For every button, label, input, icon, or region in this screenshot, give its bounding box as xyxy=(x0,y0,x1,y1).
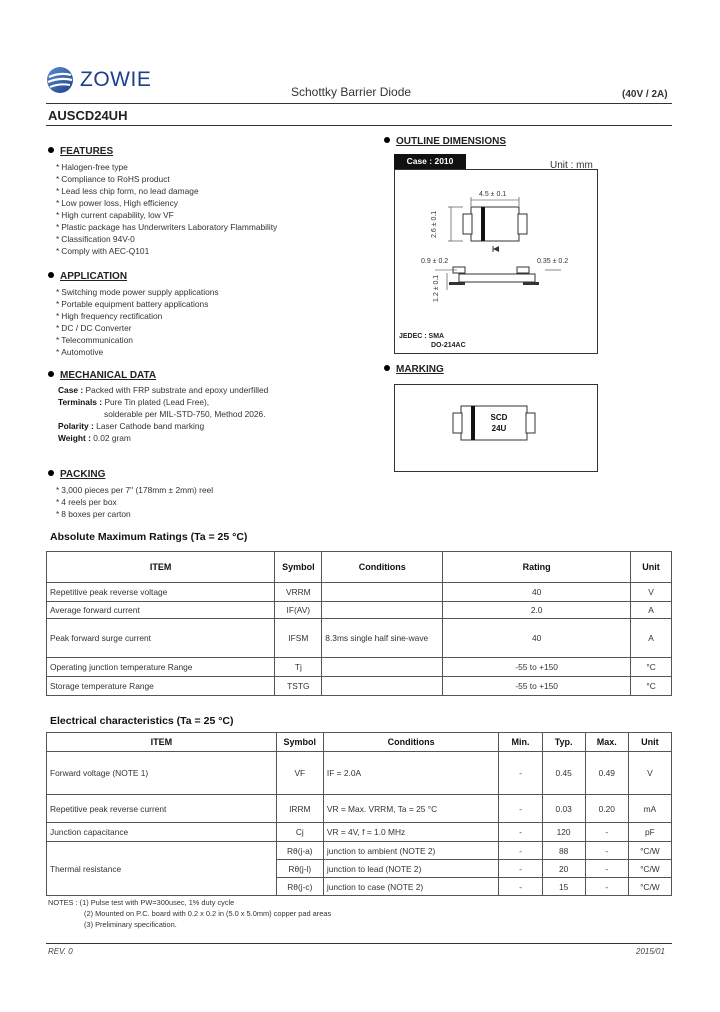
list-item: * Lead less chip form, no lead damage xyxy=(56,185,277,197)
list-item: * Low power loss, High efficiency xyxy=(56,197,277,209)
doc-type: Schottky Barrier Diode xyxy=(291,85,412,99)
list-item: * 8 boxes per carton xyxy=(56,508,213,520)
notes-line: (3) Preliminary specification. xyxy=(84,920,177,929)
cell-unit: A xyxy=(631,619,672,658)
cell-typ: 0.03 xyxy=(542,795,585,823)
cell-unit: °C/W xyxy=(628,860,671,878)
cell-cond: junction to case (NOTE 2) xyxy=(323,878,499,896)
rating-short: (40V / 2A) xyxy=(622,89,668,100)
dim-width: 2.6 ± 0.1 xyxy=(431,210,438,238)
header-rule-2 xyxy=(46,125,672,126)
outline-heading: OUTLINE DIMENSIONS xyxy=(384,136,506,147)
table-row xyxy=(47,583,672,602)
dim-pad: 0.9 ± 0.2 xyxy=(421,258,449,265)
bullet-dot-icon xyxy=(384,137,390,143)
table-row xyxy=(47,602,672,619)
cell-rating: 40 xyxy=(443,619,631,658)
table-row xyxy=(47,823,672,842)
col-header: Rating xyxy=(443,552,631,583)
col-header: Conditions xyxy=(322,552,443,583)
cell-cond xyxy=(322,602,443,619)
col-header: Max. xyxy=(585,733,628,752)
cell-unit: V xyxy=(628,752,671,795)
cell-cond: junction to lead (NOTE 2) xyxy=(323,860,499,878)
mech-row: solderable per MIL-STD-750, Method 2026. xyxy=(104,409,266,419)
cell-max: - xyxy=(585,878,628,896)
electrical-table xyxy=(46,732,672,896)
features-list xyxy=(56,161,277,257)
cell-unit: °C xyxy=(631,677,672,696)
header-rule xyxy=(46,103,672,104)
cell-unit: pF xyxy=(628,823,671,842)
cell-symbol: VF xyxy=(276,752,323,795)
packing-list xyxy=(56,484,213,520)
col-header: ITEM xyxy=(47,552,275,583)
cell-symbol: VRRM xyxy=(275,583,322,602)
table-header-row xyxy=(47,552,672,583)
dim-height: 1.2 ± 0.1 xyxy=(433,274,440,302)
bullet-dot-icon xyxy=(384,365,390,371)
list-item: * Automotive xyxy=(56,346,219,358)
bullet-dot-icon xyxy=(48,470,54,476)
cell-typ: 20 xyxy=(542,860,585,878)
list-item: * 3,000 pieces per 7" (178mm ± 2mm) reel xyxy=(56,484,213,496)
cell-symbol: Tj xyxy=(275,658,322,677)
cell-item: Operating junction temperature Range xyxy=(47,658,275,677)
cell-cond: junction to ambient (NOTE 2) xyxy=(323,842,499,860)
list-item: * High current capability, low VF xyxy=(56,209,277,221)
col-header: Typ. xyxy=(542,733,585,752)
cell-item: Average forward current xyxy=(47,602,275,619)
cell-item: Peak forward surge current xyxy=(47,619,275,658)
cell-symbol: Rθ(j-c) xyxy=(276,878,323,896)
mechanical-data xyxy=(58,384,268,444)
mech-row: Polarity : Laser Cathode band marking xyxy=(58,421,205,431)
mech-row: Weight : 0.02 gram xyxy=(58,433,131,443)
cell-min: - xyxy=(499,842,542,860)
cell-min: - xyxy=(499,860,542,878)
list-item: * Classification 94V-0 xyxy=(56,233,277,245)
brand-logo xyxy=(46,66,74,94)
cell-min: - xyxy=(499,795,542,823)
cell-item: Thermal resistance xyxy=(47,842,277,896)
cell-max: 0.49 xyxy=(585,752,628,795)
bullet-dot-icon xyxy=(48,147,54,153)
cell-unit: °C xyxy=(631,658,672,677)
marking-box xyxy=(394,384,598,472)
bullet-dot-icon xyxy=(48,371,54,377)
marking-line1: SCD xyxy=(490,413,508,422)
packing-heading: PACKING xyxy=(48,469,105,480)
notes-line: NOTES : (1) Pulse test with PW=300usec, 1% duty cycle xyxy=(48,898,235,907)
cell-item: Repetitive peak reverse current xyxy=(47,795,277,823)
table-row xyxy=(47,752,672,795)
abs-max-title: Absolute Maximum Ratings (Ta = 25 °C) xyxy=(50,531,248,543)
cell-item: Forward voltage (NOTE 1) xyxy=(47,752,277,795)
outline-diagram-box xyxy=(394,169,598,354)
cell-item: Storage temperature Range xyxy=(47,677,275,696)
notes-line: (2) Mounted on P.C. board with 0.2 x 0.2 in (5.0 x 5.0mm) copper pad areas xyxy=(84,909,332,918)
cell-symbol: IRRM xyxy=(276,795,323,823)
jedec-line2: DO-214AC xyxy=(431,342,466,349)
cell-symbol: IF(AV) xyxy=(275,602,322,619)
cell-rating: -55 to +150 xyxy=(443,677,631,696)
list-item: * Telecommunication xyxy=(56,334,219,346)
cell-cond xyxy=(322,677,443,696)
marking-heading: MARKING xyxy=(384,364,444,375)
list-item: * Compliance to RoHS product xyxy=(56,173,277,185)
case-label: Case : 2010 xyxy=(394,154,466,169)
col-header: Symbol xyxy=(275,552,322,583)
cell-unit: °C/W xyxy=(628,842,671,860)
cell-max: - xyxy=(585,842,628,860)
list-item: * Plastic package has Underwriters Laboratory Flammability xyxy=(56,221,277,233)
list-item: * High frequency rectification xyxy=(56,310,219,322)
list-item: * Switching mode power supply applications xyxy=(56,286,219,298)
cell-unit: A xyxy=(631,602,672,619)
electrical-title: Electrical characteristics (Ta = 25 °C) xyxy=(50,715,234,727)
application-heading: APPLICATION xyxy=(48,271,127,282)
footer-rule xyxy=(46,943,672,944)
cell-symbol: Rθ(j-a) xyxy=(276,842,323,860)
list-item: * Portable equipment battery applications xyxy=(56,298,219,310)
application-list xyxy=(56,286,219,358)
col-header: Conditions xyxy=(323,733,499,752)
cell-cond: VR = 4V, f = 1.0 MHz xyxy=(323,823,499,842)
cell-unit: °C/W xyxy=(628,878,671,896)
col-header: ITEM xyxy=(47,733,277,752)
cell-max: 0.20 xyxy=(585,795,628,823)
col-header: Min. xyxy=(499,733,542,752)
part-number: AUSCD24UH xyxy=(48,108,128,123)
table-row xyxy=(47,842,672,860)
table-row xyxy=(47,795,672,823)
table-row xyxy=(47,658,672,677)
cell-unit: V xyxy=(631,583,672,602)
issue-date: 2015/01 xyxy=(636,947,665,956)
abs-max-table xyxy=(46,551,672,696)
cell-typ: 120 xyxy=(542,823,585,842)
unit-label: Unit : mm xyxy=(550,160,593,171)
cell-typ: 88 xyxy=(542,842,585,860)
cell-symbol: IFSM xyxy=(275,619,322,658)
cell-max: - xyxy=(585,860,628,878)
cell-symbol: Rθ(j-l) xyxy=(276,860,323,878)
cell-unit: mA xyxy=(628,795,671,823)
dim-length: 4.5 ± 0.1 xyxy=(479,191,507,198)
mech-row: Terminals : Pure Tin plated (Lead Free), xyxy=(58,397,210,407)
cell-item: Junction capacitance xyxy=(47,823,277,842)
table-header-row xyxy=(47,733,672,752)
col-header: Symbol xyxy=(276,733,323,752)
list-item: * 4 reels per box xyxy=(56,496,213,508)
cell-rating: -55 to +150 xyxy=(443,658,631,677)
cell-min: - xyxy=(499,823,542,842)
dim-band: 0.35 ± 0.2 xyxy=(537,258,569,265)
brand-name: ZOWIE xyxy=(80,68,152,91)
jedec-line1: JEDEC : SMA xyxy=(399,333,445,340)
bullet-dot-icon xyxy=(48,272,54,278)
cell-cond: 8.3ms single half sine-wave xyxy=(322,619,443,658)
revision: REV. 0 xyxy=(48,947,73,956)
cell-rating: 2.0 xyxy=(443,602,631,619)
mech-row: Case : Packed with FRP substrate and epoxy underfilled xyxy=(58,385,269,395)
cell-cond xyxy=(322,583,443,602)
col-header: Unit xyxy=(628,733,671,752)
cell-cond xyxy=(322,658,443,677)
table-row xyxy=(47,619,672,658)
notes-label: NOTES : xyxy=(48,898,78,907)
notes xyxy=(48,897,331,930)
cell-min: - xyxy=(499,752,542,795)
marking-line2: 24U xyxy=(491,424,507,433)
cell-symbol: Cj xyxy=(276,823,323,842)
table-row xyxy=(47,677,672,696)
cell-symbol: TSTG xyxy=(275,677,322,696)
list-item: * Comply with AEC-Q101 xyxy=(56,245,277,257)
list-item: * Halogen-free type xyxy=(56,161,277,173)
mechanical-heading: MECHANICAL DATA xyxy=(48,370,156,381)
cell-min: - xyxy=(499,878,542,896)
zowie-globe-icon xyxy=(46,66,74,94)
cell-cond: VR = Max. VRRM, Ta = 25 °C xyxy=(323,795,499,823)
list-item: * DC / DC Converter xyxy=(56,322,219,334)
cell-rating: 40 xyxy=(443,583,631,602)
cell-typ: 0.45 xyxy=(542,752,585,795)
cell-cond: IF = 2.0A xyxy=(323,752,499,795)
cell-typ: 15 xyxy=(542,878,585,896)
col-header: Unit xyxy=(631,552,672,583)
cell-item: Repetitive peak reverse voltage xyxy=(47,583,275,602)
features-heading: FEATURES xyxy=(48,146,113,157)
cell-max: - xyxy=(585,823,628,842)
